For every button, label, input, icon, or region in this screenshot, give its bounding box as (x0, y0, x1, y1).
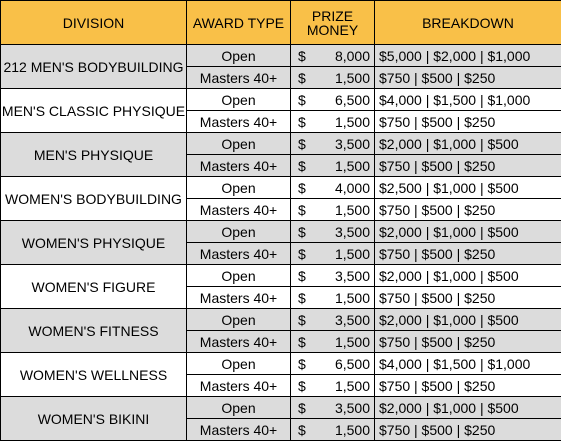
division-cell: WOMEN'S FIGURE (1, 265, 187, 309)
currency-symbol: $ (298, 91, 306, 108)
award-type-cell: Open (187, 353, 291, 375)
prize-money-cell (291, 155, 375, 177)
breakdown-cell: $2,000 | $1,000 | $500 (375, 397, 561, 419)
breakdown-cell: $750 | $500 | $250 (375, 419, 561, 441)
prize-money-cell (291, 111, 375, 133)
currency-symbol: $ (298, 421, 306, 438)
prize-money-cell (291, 397, 375, 419)
breakdown-cell: $750 | $500 | $250 (375, 67, 561, 89)
prize-money-cell (291, 133, 375, 155)
prize-money-cell (291, 331, 375, 353)
division-cell: 212 MEN'S BODYBUILDING (1, 45, 187, 89)
prize-amount: 3,500 (334, 267, 370, 284)
division-cell: WOMEN'S PHYSIQUE (1, 221, 187, 265)
breakdown-cell: $750 | $500 | $250 (375, 243, 561, 265)
prize-money-cell (291, 177, 375, 199)
award-type-cell: Open (187, 221, 291, 243)
currency-symbol: $ (298, 333, 306, 350)
breakdown-cell: $2,000 | $1,000 | $500 (375, 133, 561, 155)
breakdown-cell: $2,000 | $1,000 | $500 (375, 221, 561, 243)
award-type-cell: Masters 40+ (187, 111, 291, 133)
currency-symbol: $ (298, 289, 306, 306)
currency-symbol: $ (298, 47, 306, 64)
currency-symbol: $ (298, 113, 306, 130)
award-type-cell: Masters 40+ (187, 199, 291, 221)
division-cell: WOMEN'S BODYBUILDING (1, 177, 187, 221)
award-type-cell: Open (187, 397, 291, 419)
award-type-cell: Open (187, 265, 291, 287)
division-cell: WOMEN'S FITNESS (1, 309, 187, 353)
header-award-type: AWARD TYPE (187, 1, 291, 45)
breakdown-cell: $750 | $500 | $250 (375, 287, 561, 309)
currency-symbol: $ (298, 201, 306, 218)
prize-money-cell (291, 67, 375, 89)
prize-amount: 8,000 (334, 47, 370, 64)
award-type-cell: Masters 40+ (187, 331, 291, 353)
header-prize-money (291, 1, 375, 45)
award-type-cell: Masters 40+ (187, 419, 291, 441)
award-type-cell: Open (187, 309, 291, 331)
header-prize-money-line2: MONEY (306, 21, 359, 38)
prize-money-cell (291, 287, 375, 309)
prize-amount: 1,500 (334, 157, 370, 174)
prize-amount: 6,500 (334, 355, 370, 372)
award-type-cell: Open (187, 45, 291, 67)
award-type-cell: Open (187, 177, 291, 199)
prize-money-cell (291, 309, 375, 331)
breakdown-cell: $2,500 | $1,000 | $500 (375, 177, 561, 199)
currency-symbol: $ (298, 69, 306, 86)
currency-symbol: $ (298, 311, 306, 328)
prize-amount: 6,500 (334, 91, 370, 108)
prize-amount: 3,500 (334, 311, 370, 328)
currency-symbol: $ (298, 377, 306, 394)
prize-amount: 4,000 (334, 179, 370, 196)
breakdown-cell: $750 | $500 | $250 (375, 375, 561, 397)
prize-amount: 3,500 (334, 399, 370, 416)
header-prize-money-line1: PRIZE (311, 7, 354, 24)
breakdown-cell: $4,000 | $1,500 | $1,000 (375, 353, 561, 375)
breakdown-cell: $2,000 | $1,000 | $500 (375, 265, 561, 287)
currency-symbol: $ (298, 179, 306, 196)
prize-money-cell (291, 243, 375, 265)
award-type-cell: Masters 40+ (187, 375, 291, 397)
prize-money-cell (291, 419, 375, 441)
currency-symbol: $ (298, 355, 306, 372)
currency-symbol: $ (298, 267, 306, 284)
award-type-cell: Masters 40+ (187, 155, 291, 177)
prize-amount: 1,500 (334, 201, 370, 218)
award-type-cell: Open (187, 89, 291, 111)
prize-money-cell (291, 221, 375, 243)
header-breakdown: BREAKDOWN (375, 1, 561, 45)
prize-money-cell (291, 353, 375, 375)
prize-amount: 1,500 (334, 69, 370, 86)
prize-amount: 3,500 (334, 223, 370, 240)
division-cell: WOMEN'S BIKINI (1, 397, 187, 441)
division-cell: WOMEN'S WELLNESS (1, 353, 187, 397)
division-cell: MEN'S PHYSIQUE (1, 133, 187, 177)
prize-amount: 1,500 (334, 289, 370, 306)
prize-amount: 1,500 (334, 245, 370, 262)
prize-amount: 1,500 (334, 333, 370, 350)
award-type-cell: Masters 40+ (187, 287, 291, 309)
currency-symbol: $ (298, 157, 306, 174)
prize-amount: 1,500 (334, 421, 370, 438)
currency-symbol: $ (298, 399, 306, 416)
prize-money-cell (291, 375, 375, 397)
currency-symbol: $ (298, 223, 306, 240)
prize-amount: 1,500 (334, 113, 370, 130)
prize-money-cell (291, 89, 375, 111)
prize-money-cell (291, 199, 375, 221)
breakdown-cell: $5,000 | $2,000 | $1,000 (375, 45, 561, 67)
award-type-cell: Open (187, 133, 291, 155)
breakdown-cell: $4,000 | $1,500 | $1,000 (375, 89, 561, 111)
breakdown-cell: $750 | $500 | $250 (375, 199, 561, 221)
prize-money-cell (291, 45, 375, 67)
header-division: DIVISION (1, 1, 187, 45)
breakdown-cell: $750 | $500 | $250 (375, 155, 561, 177)
award-type-cell: Masters 40+ (187, 67, 291, 89)
breakdown-cell: $750 | $500 | $250 (375, 111, 561, 133)
prize-amount: 1,500 (334, 377, 370, 394)
currency-symbol: $ (298, 245, 306, 262)
division-cell: MEN'S CLASSIC PHYSIQUE (1, 89, 187, 133)
breakdown-cell: $2,000 | $1,000 | $500 (375, 309, 561, 331)
prize-amount: 3,500 (334, 135, 370, 152)
breakdown-cell: $750 | $500 | $250 (375, 331, 561, 353)
prize-money-cell (291, 265, 375, 287)
currency-symbol: $ (298, 135, 306, 152)
award-type-cell: Masters 40+ (187, 243, 291, 265)
